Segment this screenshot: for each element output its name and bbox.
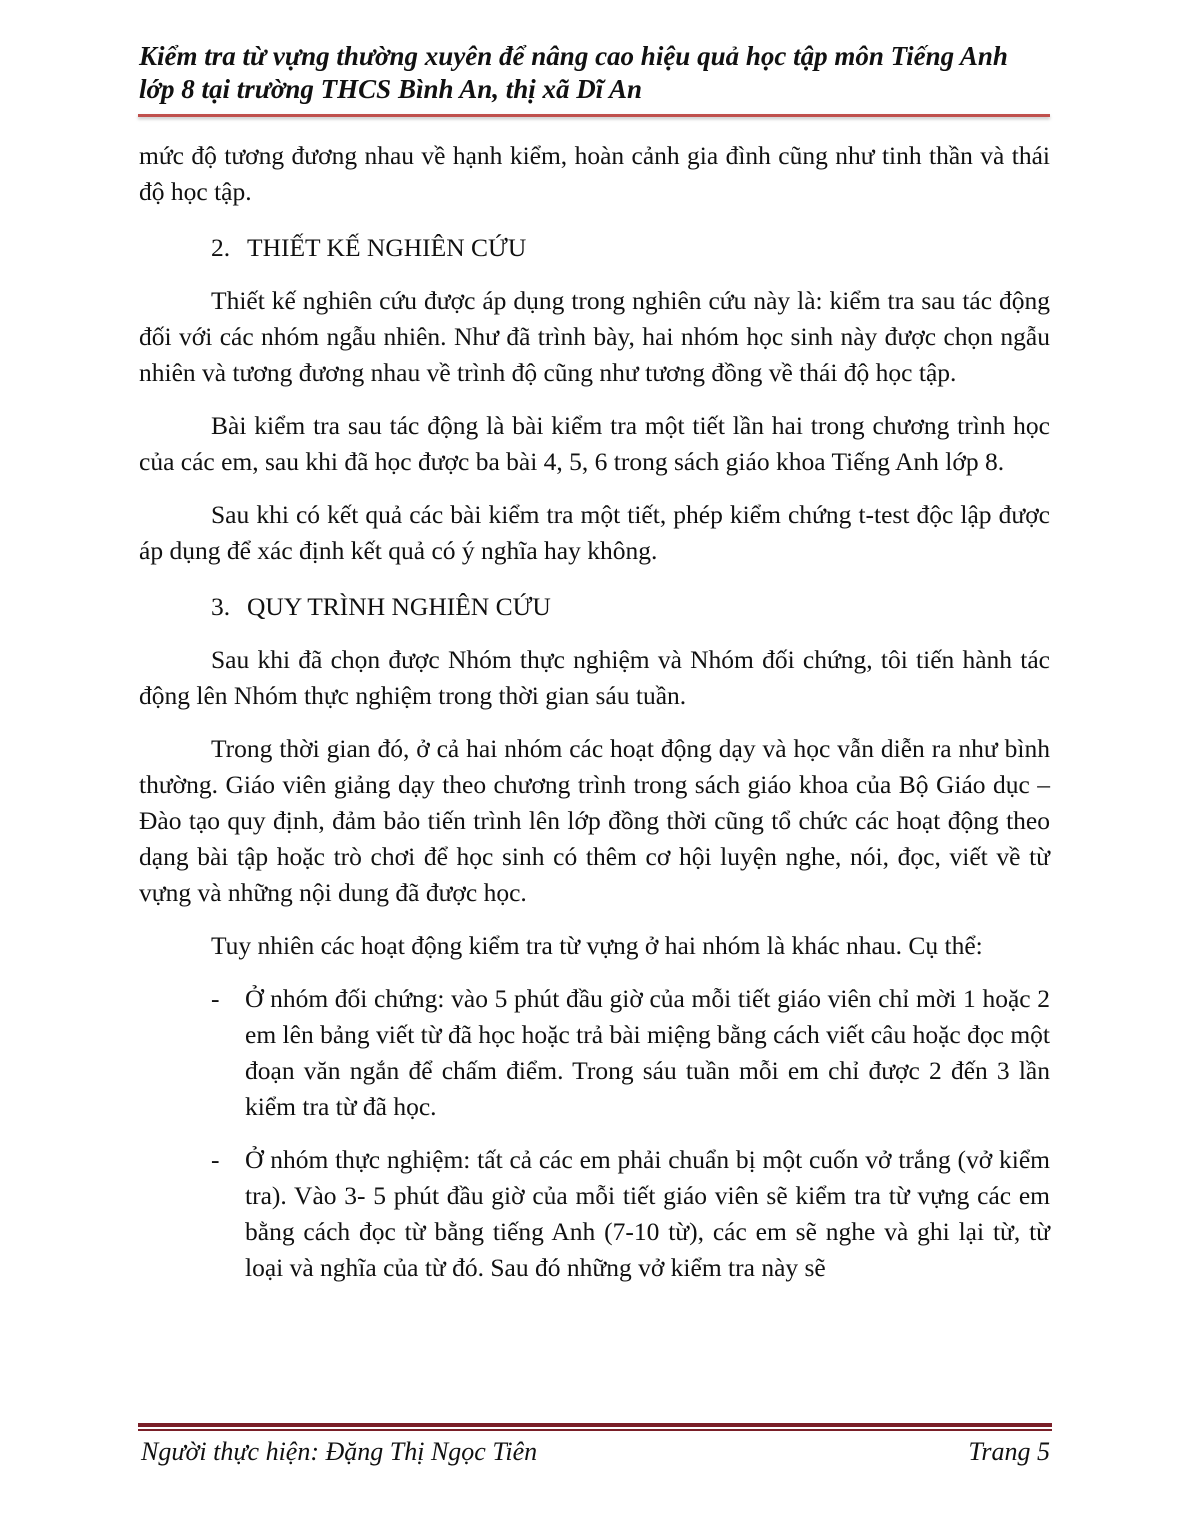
paragraph-groups: Sau khi đã chọn được Nhóm thực nghiệm và Nhóm đối chứng, tôi tiến hành tác động lên Nhóm thực nghiệm trong thời gian sáu tuần. <box>139 645 1050 710</box>
page-body <box>139 138 1050 1286</box>
section-heading-2 <box>211 230 1050 266</box>
footer-author: Người thực hiện: Đặng Thị Ngọc Tiên <box>141 1437 538 1466</box>
list-item <box>139 1142 1050 1286</box>
footer-rule <box>138 1423 1052 1427</box>
running-header-title <box>139 40 1059 106</box>
footer-rule-thin <box>138 1429 1052 1431</box>
paragraph-ttest: Sau khi có kết quả các bài kiểm tra một tiết, phép kiểm chứng t-test độc lập được áp dụng để xác định kết quả có ý nghĩa hay không. <box>139 500 1050 565</box>
header-rule <box>138 114 1050 117</box>
bullet-text: Ở nhóm đối chứng: vào 5 phút đầu giờ của mỗi tiết giáo viên chỉ mời 1 hoặc 2 em lên bảng viết từ đã học hoặc trả bài miệng bằng cách viết câu hoặc đọc một đoạn văn ngắn để chấm điểm. Trong sáu tuần mỗi em chỉ được 2 đến 3 lần kiểm tra từ đã học. <box>245 984 1050 1121</box>
paragraph-design: Thiết kế nghiên cứu được áp dụng trong nghiên cứu này là: kiểm tra sau tác động đối với các nhóm ngẫu nhiên. Như đã trình bày, hai nhóm học sinh này được chọn ngẫu nhiên và tương đương nhau về trình độ cũng như tương đồng về thái độ học tập. <box>139 286 1050 387</box>
bullet-dash: - <box>211 984 220 1013</box>
section-number: 3. <box>211 592 231 621</box>
paragraph-however: Tuy nhiên các hoạt động kiểm tra từ vựng ở hai nhóm là khác nhau. Cụ thể: <box>211 931 983 960</box>
page-number: Trang 5 <box>968 1437 1050 1466</box>
bullet-text: Ở nhóm thực nghiệm: tất cả các em phải chuẩn bị một cuốn vở trắng (vở kiểm tra). Vào 3- 5 phút đầu giờ của mỗi tiết giáo viên sẽ kiểm tra từ vựng các em bằng cách đọc từ bằng tiếng Anh (7-10 từ), các em sẽ nghe và ghi lại từ, từ loại và nghĩa của từ đó. Sau đó những vở kiểm tra này sẽ <box>245 1145 1050 1282</box>
section-number: 2. <box>211 233 231 262</box>
bullet-dash: - <box>211 1145 220 1174</box>
section-heading-3 <box>211 589 1050 625</box>
section-title: QUY TRÌNH NGHIÊN CỨU <box>247 592 551 621</box>
section-title: THIẾT KẾ NGHIÊN CỨU <box>247 233 527 262</box>
paragraph-test: Bài kiểm tra sau tác động là bài kiểm tra một tiết lần hai trong chương trình học của các em, sau khi đã học được ba bài 4, 5, 6 trong sách giáo khoa Tiếng Anh lớp 8. <box>139 411 1050 476</box>
header-title-line-2: lớp 8 tại trường THCS Bình An, thị xã Dĩ An <box>139 74 643 104</box>
header-title-line-1: Kiểm tra từ vựng thường xuyên để nâng cao hiệu quả học tập môn Tiếng Anh <box>139 41 1008 71</box>
paragraph-continued: mức độ tương đương nhau về hạnh kiểm, hoàn cảnh gia đình cũng như tinh thần và thái độ học tập. <box>139 141 1050 206</box>
list-item <box>139 981 1050 1125</box>
paragraph-meanwhile: Trong thời gian đó, ở cả hai nhóm các hoạt động dạy và học vẫn diễn ra như bình thường. Giáo viên giảng dạy theo chương trình trong sách giáo khoa của Bộ Giáo dục – Đào tạo quy định, đảm bảo tiến trình lên lớp đồng thời cũng tổ chức các hoạt động theo dạng bài tập hoặc trò chơi để học sinh có thêm cơ hội luyện nghe, nói, đọc, viết về từ vựng và những nội dung đã được học. <box>139 734 1050 907</box>
